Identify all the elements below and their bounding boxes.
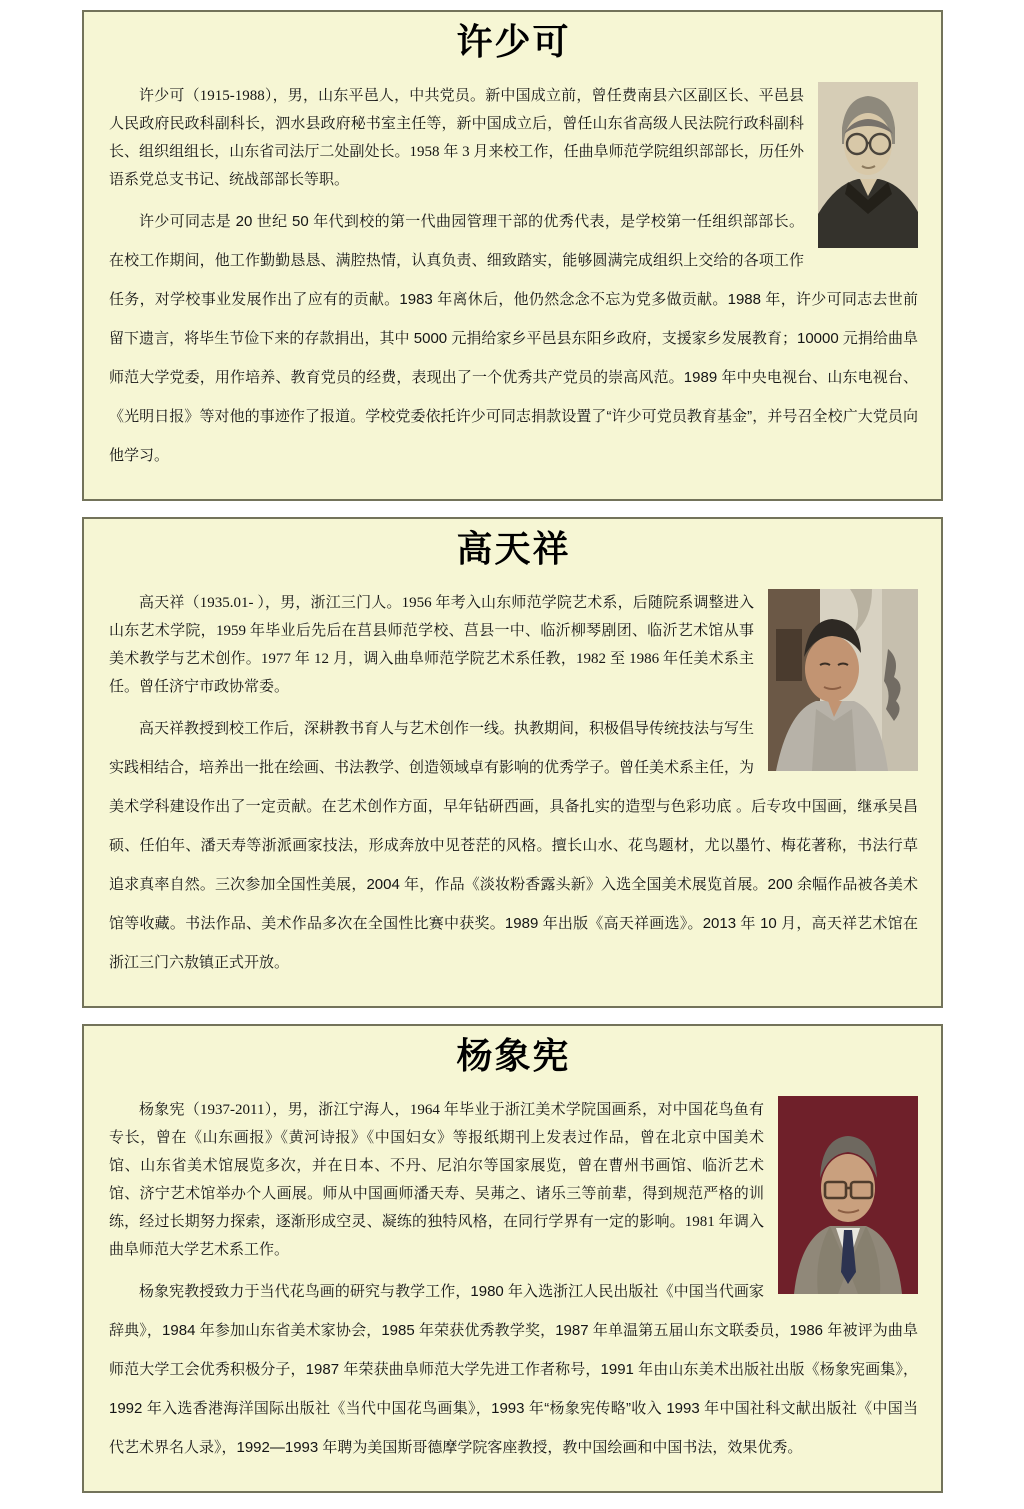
bio-title-xu-shaoke: 许少可 [456,21,571,62]
portrait-photo-xu-shaoke [818,82,918,248]
bio-detail-paragraph: 许少可同志是 20 世纪 50 年代到校的第一代曲园管理干部的优秀代表，是学校第一任组织部部长。在校工作期间，他工作勤勤恳恳、满腔热情，认真负责、细致踏实，能够圆满完成组织上交给的各项工作任务，对学校事业发展作出了应有的贡献。1983 年离休后，他仍然念念不忘为党多做贡献。1988 年，许少可同志去世前留下遗言，将毕生节俭下来的存款捐出，其中 5000 元捐给家乡平邑县东阳乡政府，支援家乡发展教育；10000 元捐给曲阜师范大学党委，用作培养、教育党员的经费，表现出了一个优秀共产党员的崇高风范。1989 年中央电视台、山东电视台、《光明日报》等对他的事迹作了报道。学校党委依托许少可同志捐款设置了“许少可党员教育基金”，并号召全校广大党员向他学习。 [109,213,918,464]
bio-card-yang-xiangxian [82,1024,943,1493]
bio-detail-paragraph: 高天祥教授到校工作后，深耕教书育人与艺术创作一线。执教期间，积极倡导传统技法与写生实践相结合，培养出一批在绘画、书法教学、创造领域卓有影响的优秀学子。曾任美术系主任，为美术学科建设作出了一定贡献。在艺术创作方面，早年钻研西画，具备扎实的造型与色彩功底 。后专攻中国画，继承吴昌硕、任伯年、潘天寿等浙派画家技法，形成奔放中见苍茫的风格。擅长山水、花鸟题材，尤以墨竹、梅花著称，书法行草追求真率自然。三次参加全国性美展，2004 年，作品《淡妆粉香露头新》入选全国美术展览首展。200 余幅作品被各美术馆等收藏。书法作品、美术作品多次在全国性比赛中获奖。1989 年出版《高天祥画选》。2013 年 10 月，高天祥艺术馆在浙江三门六敖镇正式开放。 [109,720,918,971]
bio-intro-paragraph: 杨象宪（1937-2011），男，浙江宁海人，1964 年毕业于浙江美术学院国画系，对中国花鸟鱼有专长，曾在《山东画报》《黄河诗报》《中国妇女》等报纸期刊上发表过作品，曾在北京中国美术馆、山东省美术馆展览多次，并在日本、不丹、尼泊尔等国家展览，曾在曹州书画馆、临沂艺术馆、济宁艺术馆举办个人画展。师从中国画师潘天寿、吴茀之、诸乐三等前辈，得到规范严格的训练，经过长期努力探索，逐渐形成空灵、凝练的独特风格，在同行学界有一定的影响。1981 年调入曲阜师范大学艺术系工作。 [109,1102,764,1258]
bio-title-gao-tianxiang: 高天祥 [456,528,571,569]
bio-card-xu-shaoke [82,10,943,501]
bio-card-gao-tianxiang [82,517,943,1008]
bio-title-yang-xiangxian: 杨象宪 [456,1035,571,1076]
color-portrait-illustration [768,589,918,771]
portrait-photo-yang-xiangxian [778,1096,918,1294]
bio-detail-paragraph: 杨象宪教授致力于当代花鸟画的研究与教学工作，1980 年入选浙江人民出版社《中国当代画家辞典》，1984 年参加山东省美术家协会，1985 年荣获优秀教学奖，1987 年单温第五届山东文联委员，1986 年被评为曲阜师范大学工会优秀积极分子，1987 年荣获曲阜师范大学先进工作者称号，1991 年由山东美术出版社出版《杨象宪画集》，1992 年入选香港海洋国际出版社《当代中国花鸟画集》，1993 年“杨象宪传略”收入 1993 年中国社科文献出版社《中国当代艺术界名人录》，1992—1993 年聘为美国斯哥德摩学院客座教授，教中国绘画和中国书法，效果优秀。 [109,1283,918,1456]
formal-portrait-illustration [778,1096,918,1294]
bw-portrait-illustration [818,82,918,248]
portrait-photo-gao-tianxiang [768,589,918,771]
bio-intro-paragraph: 许少可（1915-1988），男，山东平邑人，中共党员。新中国成立前，曾任费南县六区副区长、平邑县人民政府民政科副科长，泗水县政府秘书室主任等，新中国成立后，曾任山东省高级人民法院行政科副科长、组织组组长，山东省司法厅二处副处长。1958 年 3 月来校工作，任曲阜师范学院组织部部长，历任外语系党总支书记、统战部部长等职。 [109,88,804,188]
bio-intro-paragraph: 高天祥（1935.01- ），男，浙江三门人。1956 年考入山东师范学院艺术系，后随院系调整进入山东艺术学院，1959 年毕业后先后在莒县师范学校、莒县一中、临沂柳琴剧团、临沂艺术馆从事美术教学与艺术创作。1977 年 12 月，调入曲阜师范学院艺术系任教，1982 至 1986 年任美术系主任。曾任济宁市政协常委。 [109,595,754,695]
